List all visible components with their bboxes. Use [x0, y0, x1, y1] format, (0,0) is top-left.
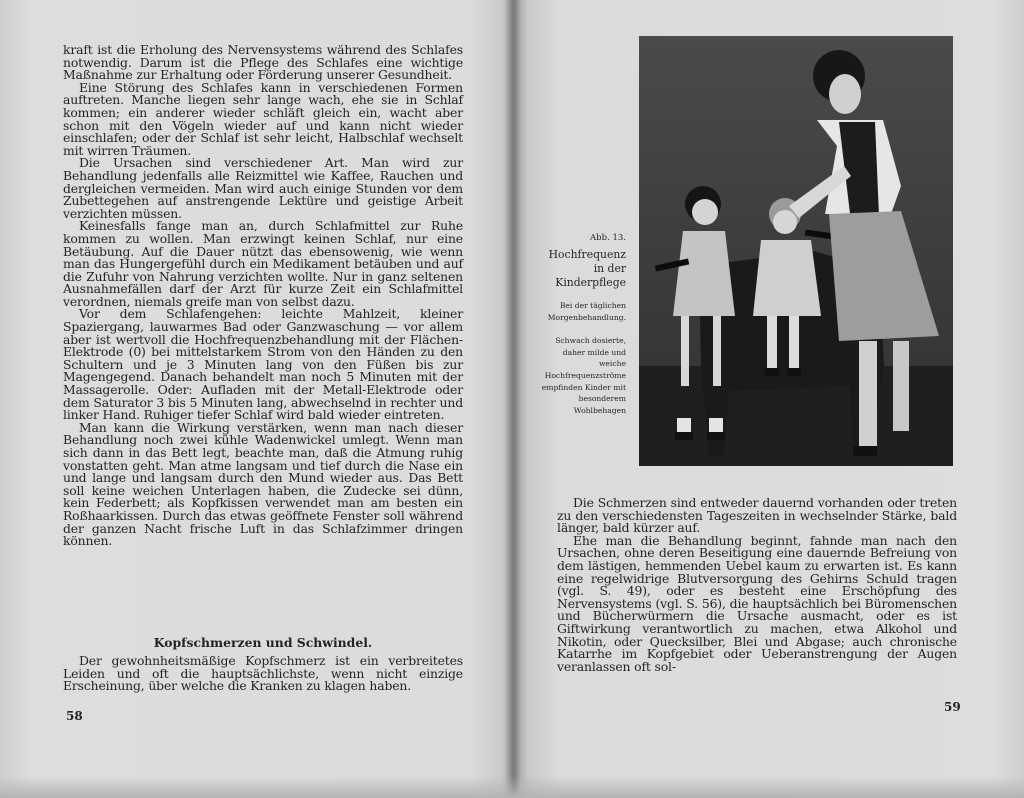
paragraph: Ehe man die Behandlung beginnt, fahnde man nach den Ursachen, ohne deren Beseitigung eine dauernde Befreiung von dem lästigen, hemmenden Uebel kaum zu erwarten ist. Es kann eine regelwidrige Blutversorgung des Gehirns Schuld tragen (vgl. S. 49), oder es besteht eine Erschöpfung des Nervensystems (vgl. S. 56), die hauptsächlich bei Büromenschen und Bücherwürmern die Ursache ausmacht, oder es ist Giftwirkung verantwortlich zu machen, etwa Alkohol und Nikotin, oder Quecksilber, Blei und Abgase; auch chronische Katarrhe im Kopfgebiet oder Ueberanstrengung der Augen veranlassen oft sol-: [557, 532, 957, 674]
figure-subcaption: Bei der täglichen Morgenbehandlung.: [547, 301, 626, 322]
left-page-closing: [63, 655, 463, 693]
page-bottom-edge: [0, 776, 1024, 798]
paragraph: Keinesfalls fange man an, durch Schlafmittel zur Ruhe kommen zu wollen. Man erzwingt keinen Schlaf, nur eine Betäubung. Auf die Dauer nützt das ebensowenig, wie wenn man das Hungergefühl durch ein Medikament betäuben und auf die Zufuhr von Nahrung verzichten wollte. Nur in ganz seltenen Ausnahmefällen darf der Arzt für kurze Zeit ein Schlafmittel verordnen, niemals greife man von selbst dazu.: [63, 218, 463, 309]
paragraph: Die Schmerzen sind entweder dauernd vorhanden oder treten zu den verschiedensten Tageszeiten in wechselnder Stärke, bald länger, bald kürzer auf.: [557, 495, 957, 536]
figure-photograph: [639, 36, 953, 466]
page-number: 58: [66, 709, 83, 723]
paragraph: kraft ist die Erholung des Nervensystems während des Schlafes notwendig. Darum ist die Pflege des Schlafes eine wichtige Maßnahme zur Erhaltung oder Förderung unserer Gesundheit.: [63, 42, 463, 83]
section-heading: Kopfschmerzen und Schwindel.: [153, 635, 373, 650]
paragraph: Eine Störung des Schlafes kann in verschiedenen Formen auftreten. Manche liegen sehr lange wach, ehe sie in Schlaf kommen; ein anderer wieder schläft gleich ein, wacht aber schon mit den Vögeln wieder auf und kann nicht wieder einschlafen; oder der Schlaf ist sehr leicht, Halbschlaf wechselt mit wirren Träumen.: [63, 79, 463, 158]
paragraph: Man kann die Wirkung verstärken, wenn man nach dieser Behandlung noch zwei kühle Wadenwickel umlegt. Wenn man sich dann in das Bett legt, beachte man, daß die Atmung ruhig vonstatten geht. Man atme langsam und tief durch die Nase ein und lange und langsam durch den Mund wieder aus. Das Bett soll keine weichen Unterlagen haben, die Zudecke sei dünn, kein Federbett; als Kopfkissen verwendet man am besten ein Roßhaarkissen. Durch das etwas geöffnete Fenster soll während der ganzen Nacht frische Luft in das Schlafzimmer dringen können.: [63, 419, 463, 549]
photo-illustration: [639, 36, 953, 466]
left-page-body: [63, 44, 463, 548]
girl-dress: [673, 231, 735, 316]
child-dress: [753, 240, 821, 316]
page-number: 59: [944, 700, 961, 714]
book-gutter: [505, 0, 521, 798]
right-page-body: [557, 497, 957, 673]
paragraph: Der gewohnheitsmäßige Kopfschmerz ist ein verbreitetes Leiden und oft die hauptsächlichste, wenn nicht einzige Erscheinung, über welche die Kranken zu klagen haben.: [63, 653, 463, 694]
figure-subcaption: Schwach dosierte, daher milde und weiche Hochfrequenzströme empfinden Kinder mit besonderem Wohlbehagen: [541, 336, 626, 415]
figure-label: Abb. 13.: [590, 233, 626, 243]
figure-title: Hochfrequenz in der Kinderpflege: [548, 248, 626, 289]
figure-caption: [540, 233, 626, 428]
paragraph: Vor dem Schlafengehen: leichte Mahlzeit, kleiner Spaziergang, lauwarmes Bad oder Ganzwaschung — vor allem aber ist wertvoll die Hochfrequenzbehandlung mit der Flächen-Elektrode (0) bei mittelstarkem Strom von den Händen zu den Schultern und je 3 Minuten lang von den Füßen bis zur Magengegend. Danach behandelt man noch 5 Minuten mit der Massagerolle. Oder: Aufladen mit der Metall-Elektrode oder dem Saturator 3 bis 5 Minuten lang, abwechselnd in rechter und linker Hand. Ruhiger tiefer Schlaf wird bald wieder eintreten.: [63, 306, 463, 423]
paragraph: Die Ursachen sind verschiedener Art. Man wird zur Behandlung jedenfalls alle Reizmittel wie Kaffee, Rauchen und dergleichen vermeiden. Man wird auch einige Stunden vor dem Zubettegehen auf anstrengende Lektüre und geistige Arbeit verzichten müssen.: [63, 155, 463, 221]
